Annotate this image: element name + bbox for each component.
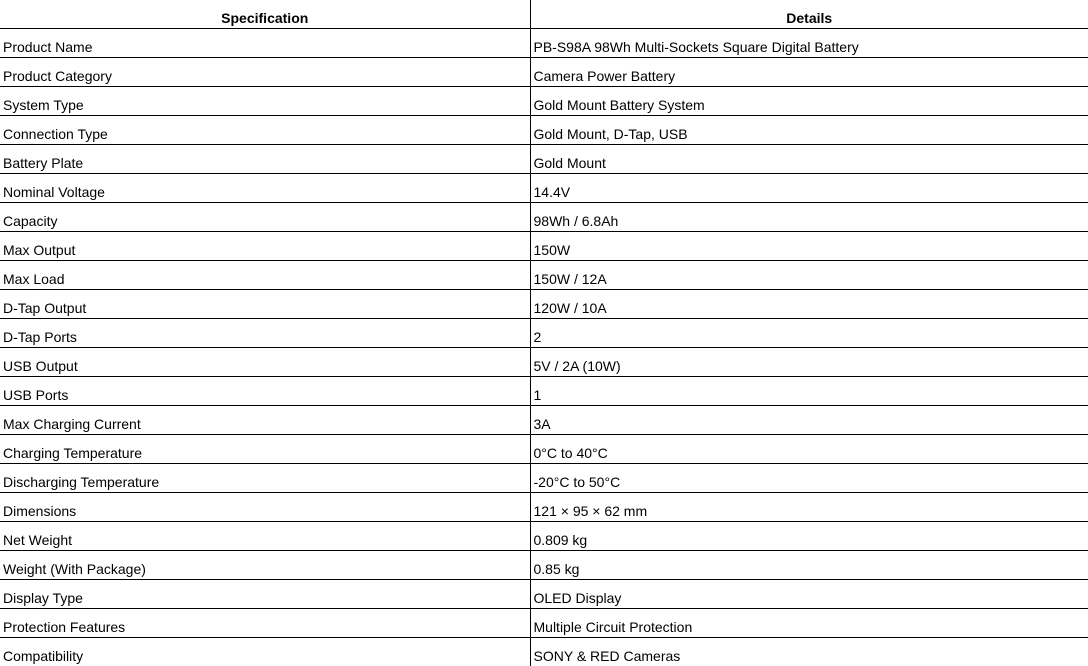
- table-row: [0, 609, 1088, 638]
- table-row: [0, 87, 1088, 116]
- column-header-specification: Specification: [0, 0, 530, 29]
- spec-value-cell: 3A: [530, 406, 1088, 435]
- spec-name-cell: Nominal Voltage: [0, 174, 530, 203]
- spec-name-cell: Capacity: [0, 203, 530, 232]
- spec-value-cell: Gold Mount, D-Tap, USB: [530, 116, 1088, 145]
- spec-value-cell: Multiple Circuit Protection: [530, 609, 1088, 638]
- spec-value-cell: 0.85 kg: [530, 551, 1088, 580]
- spec-value-cell: 1: [530, 377, 1088, 406]
- spec-name-cell: Compatibility: [0, 638, 530, 666]
- spec-name-cell: USB Ports: [0, 377, 530, 406]
- table-row: [0, 232, 1088, 261]
- spec-value-cell: Gold Mount: [530, 145, 1088, 174]
- spec-value-cell: 14.4V: [530, 174, 1088, 203]
- table-row: [0, 580, 1088, 609]
- spec-value-cell: 2: [530, 319, 1088, 348]
- table-row: [0, 551, 1088, 580]
- spec-name-cell: Dimensions: [0, 493, 530, 522]
- spec-value-cell: 120W / 10A: [530, 290, 1088, 319]
- table-row: [0, 464, 1088, 493]
- spec-value-cell: Camera Power Battery: [530, 58, 1088, 87]
- spec-value-cell: 98Wh / 6.8Ah: [530, 203, 1088, 232]
- table-row: [0, 435, 1088, 464]
- spec-value-cell: 121 × 95 × 62 mm: [530, 493, 1088, 522]
- table-row: [0, 319, 1088, 348]
- table-header-row: [0, 0, 1088, 29]
- spec-value-cell: SONY & RED Cameras: [530, 638, 1088, 666]
- spec-name-cell: Net Weight: [0, 522, 530, 551]
- table-row: [0, 493, 1088, 522]
- table-body: [0, 29, 1088, 666]
- spec-value-cell: Gold Mount Battery System: [530, 87, 1088, 116]
- table-row: [0, 348, 1088, 377]
- spec-value-cell: 150W / 12A: [530, 261, 1088, 290]
- spec-name-cell: Weight (With Package): [0, 551, 530, 580]
- table-row: [0, 522, 1088, 551]
- spec-name-cell: D-Tap Ports: [0, 319, 530, 348]
- spec-value-cell: 150W: [530, 232, 1088, 261]
- table-row: [0, 406, 1088, 435]
- spec-name-cell: Display Type: [0, 580, 530, 609]
- spec-value-cell: -20°C to 50°C: [530, 464, 1088, 493]
- table-row: [0, 145, 1088, 174]
- spec-value-cell: OLED Display: [530, 580, 1088, 609]
- spec-name-cell: Product Name: [0, 29, 530, 58]
- spec-name-cell: Product Category: [0, 58, 530, 87]
- table-row: [0, 261, 1088, 290]
- spec-name-cell: Max Output: [0, 232, 530, 261]
- table-row: [0, 29, 1088, 58]
- table-row: [0, 290, 1088, 319]
- spec-name-cell: USB Output: [0, 348, 530, 377]
- table-row: [0, 116, 1088, 145]
- table-row: [0, 58, 1088, 87]
- spec-name-cell: D-Tap Output: [0, 290, 530, 319]
- spec-value-cell: PB-S98A 98Wh Multi-Sockets Square Digital Battery: [530, 29, 1088, 58]
- spec-name-cell: System Type: [0, 87, 530, 116]
- spec-name-cell: Max Load: [0, 261, 530, 290]
- table-row: [0, 638, 1088, 666]
- spec-name-cell: Discharging Temperature: [0, 464, 530, 493]
- spec-name-cell: Connection Type: [0, 116, 530, 145]
- column-header-details: Details: [530, 0, 1088, 29]
- spec-name-cell: Max Charging Current: [0, 406, 530, 435]
- spec-name-cell: Battery Plate: [0, 145, 530, 174]
- spec-value-cell: 0°C to 40°C: [530, 435, 1088, 464]
- spec-name-cell: Charging Temperature: [0, 435, 530, 464]
- spec-value-cell: 0.809 kg: [530, 522, 1088, 551]
- spec-name-cell: Protection Features: [0, 609, 530, 638]
- spec-value-cell: 5V / 2A (10W): [530, 348, 1088, 377]
- table-row: [0, 203, 1088, 232]
- table-row: [0, 377, 1088, 406]
- table-row: [0, 174, 1088, 203]
